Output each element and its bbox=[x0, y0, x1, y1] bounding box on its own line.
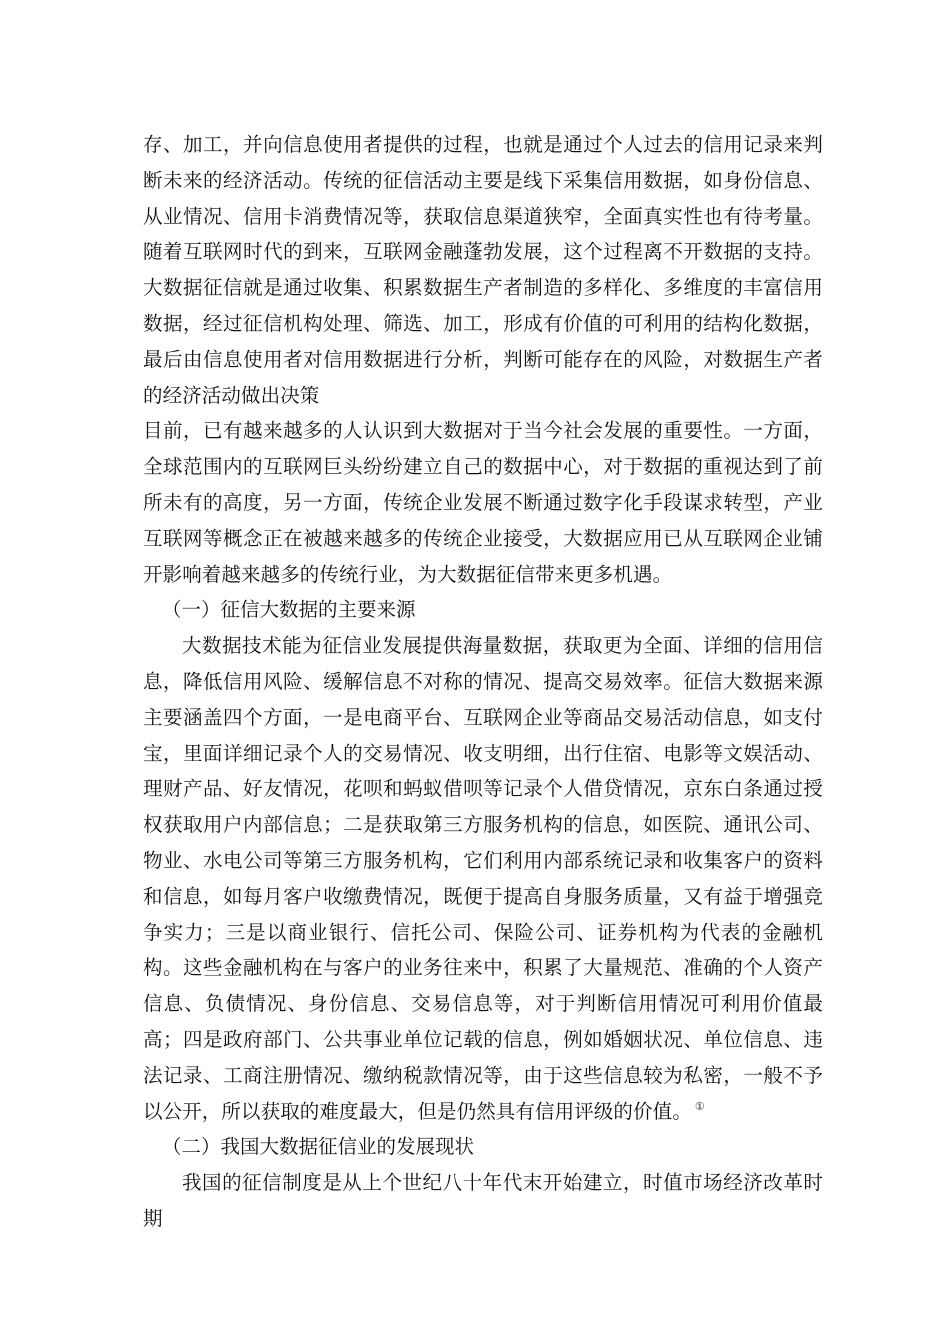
paragraph-development-status: 我国的征信制度是从上个世纪八十年代末开始建立，时值市场经济改革时期 bbox=[143, 1171, 823, 1230]
document-body bbox=[143, 127, 823, 1237]
section-heading-development-status: （二）我国大数据征信业的发展现状 bbox=[162, 1135, 475, 1159]
paragraph-big-data-importance: 目前，已有越来越多的人认识到大数据对于当今社会发展的重要性。一方面，全球范围内的互联网巨头纷纷建立自己的数据中心，对于数据的重视达到了前所未有的高度，另一方面，传统企业发展不断通过数字化手段谋求转型，产业互联网等概念正在被越来越多的传统企业接受，大数据应用已从互联网企业铺开影响着越来越多的传统行业，为大数据征信带来更多机遇。 bbox=[143, 419, 823, 586]
paragraph-credit-definition: 存、加工，并向信息使用者提供的过程，也就是通过个人过去的信用记录来判断未来的经济活动。传统的征信活动主要是线下采集信用数据，如身份信息、从业情况、信用卡消费情况等，获取信息渠道狭窄，全面真实性也有待考量。随着互联网时代的到来，互联网金融蓬勃发展，这个过程离不开数据的支持。大数据征信就是通过收集、积累数据生产者制造的多样化、多维度的丰富信用数据，经过征信机构处理、筛选、加工，形成有价值的可利用的结构化数据，最后由信息使用者对信用数据进行分析，判断可能存在的风险，对数据生产者的经济活动做出决策 bbox=[143, 133, 823, 407]
paragraph-data-sources bbox=[143, 628, 823, 1129]
footnote-marker[interactable]: ① bbox=[694, 1100, 705, 1114]
paragraph-data-sources-text: 大数据技术能为征信业发展提供海量数据，获取更为全面、详细的信用信息，降低信用风险、缓解信息不对称的情况、提高交易效率。征信大数据来源主要涵盖四个方面，一是电商平台、互联网企业等商品交易活动信息，如支付宝，里面详细记录个人的交易情况、收支明细，出行住宿、电影等文娱活动、理财产品、好友情况，花呗和蚂蚁借呗等记录个人借贷情况，京东白条通过授权获取用户内部信息；二是获取第三方服务机构的信息，如医院、通讯公司、物业、水电公司等第三方服务机构，它们利用内部系统记录和收集客户的资料和信息，如每月客户收缴费情况，既便于提高自身服务质量，又有益于增强竞争实力；三是以商业银行、信托公司、保险公司、证券机构为代表的金融机构。这些金融机构在与客户的业务往来中，积累了大量规范、准确的个人资产信息、负债情况、身份信息、交易信息等，对于判断信用情况可利用价值最高；四是政府部门、公共事业单位记载的信息，例如婚姻状况、单位信息、违法记录、工商注册情况、缴纳税款情况等，由于这些信息较为私密，一般不予以公开，所以获取的难度最大，但是仍然具有信用评级的价值。 bbox=[143, 634, 823, 1123]
section-heading-data-sources: （一）征信大数据的主要来源 bbox=[162, 598, 416, 622]
